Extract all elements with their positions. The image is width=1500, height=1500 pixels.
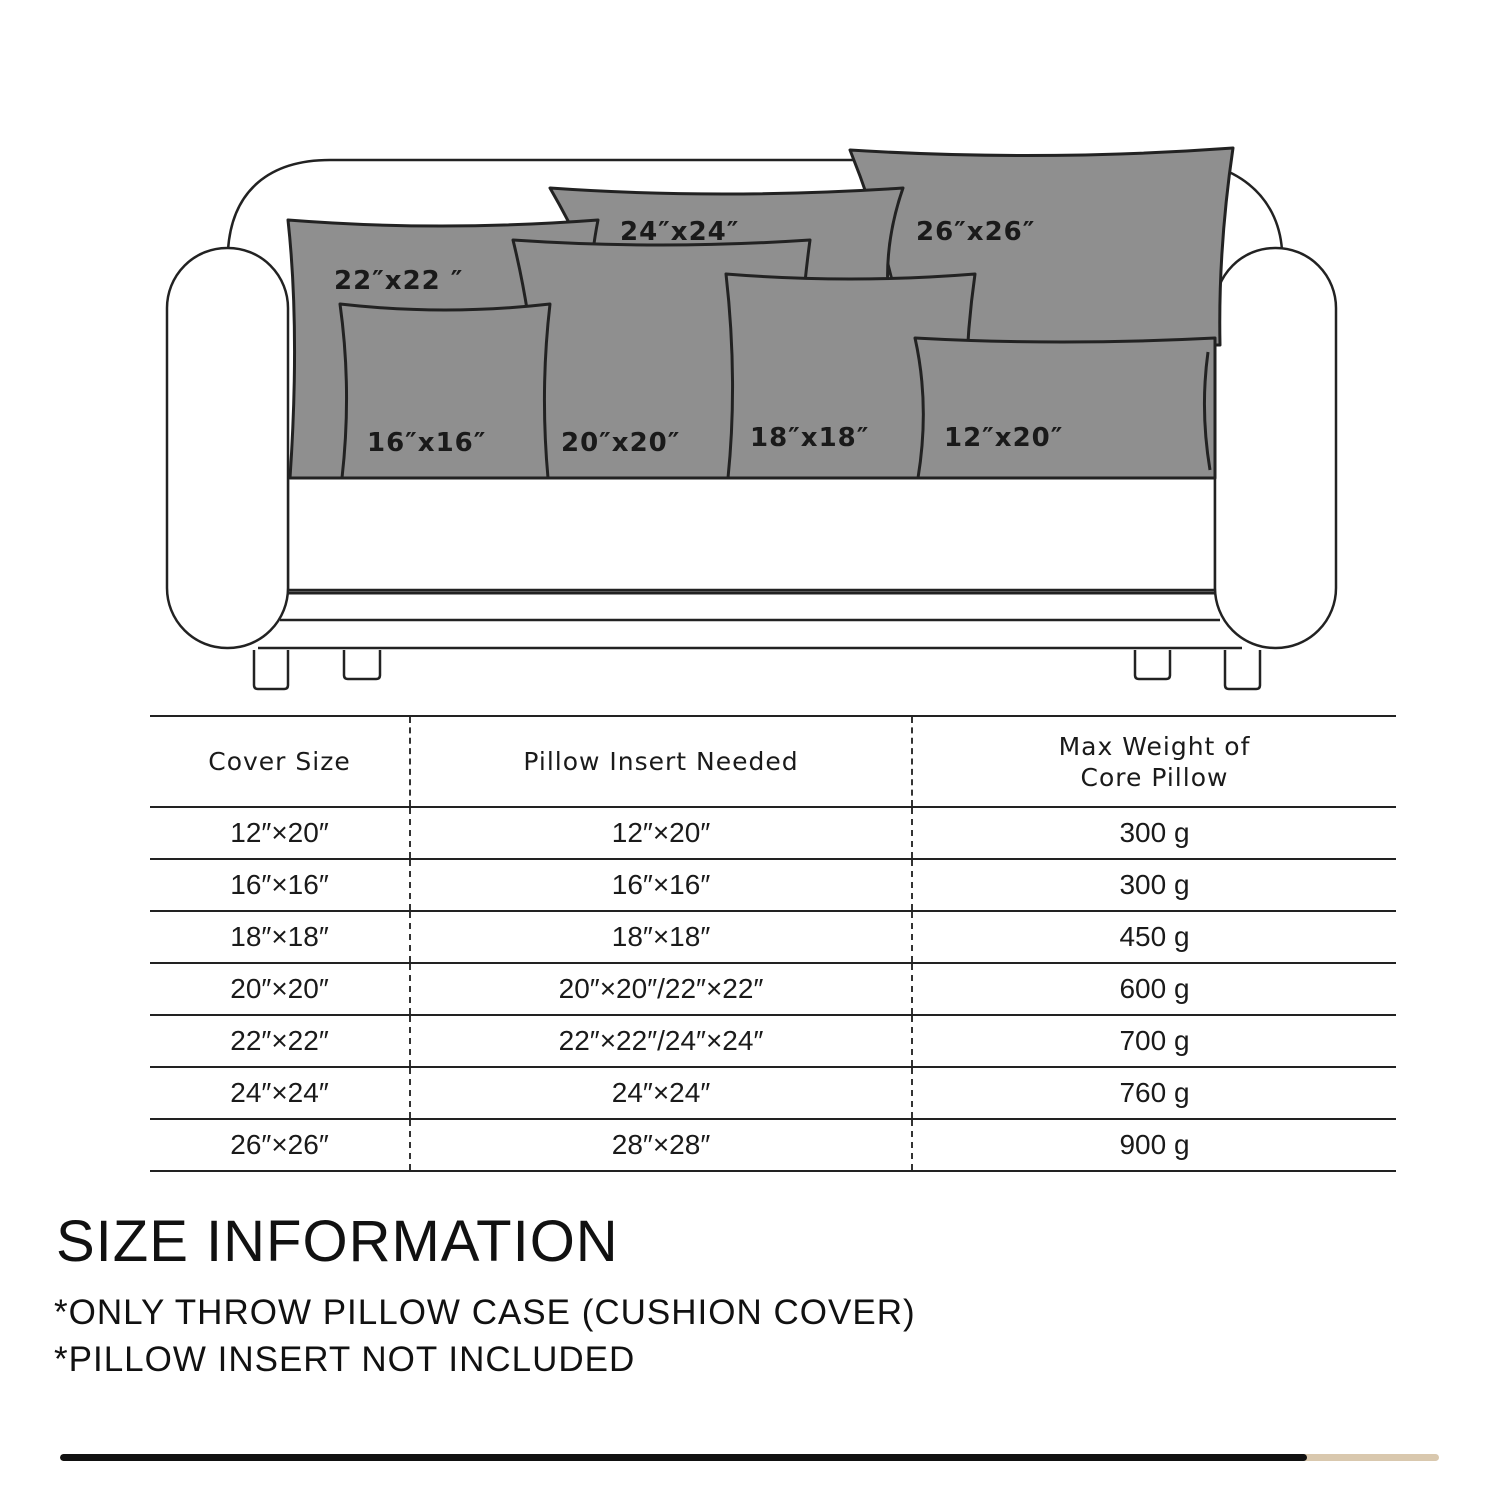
cell-insert-needed: 22″×22″/24″×24″ [410,1015,912,1067]
cell-cover-size: 18″×18″ [150,911,410,963]
cell-cover-size: 20″×20″ [150,963,410,1015]
table-row [150,1015,1396,1067]
table-header-row [150,716,1396,807]
cell-max-weight: 700 g [912,1015,1396,1067]
cell-insert-needed: 16″×16″ [410,859,912,911]
cell-max-weight: 600 g [912,963,1396,1015]
image-progress-bar [60,1454,1439,1461]
size-table [150,715,1396,1172]
cell-insert-needed: 12″×20″ [410,807,912,859]
cell-max-weight: 300 g [912,859,1396,911]
pillow-12x20 [915,338,1215,478]
cell-insert-needed: 20″×20″/22″×22″ [410,963,912,1015]
header-max-weight-line2: Core Pillow [1080,762,1229,792]
pillow-label-12x20: 12″x20″ [944,423,1064,453]
header-max-weight-line1: Max Weight of [1058,731,1251,761]
cell-cover-size: 24″×24″ [150,1067,410,1119]
cell-insert-needed: 28″×28″ [410,1119,912,1171]
table-row [150,859,1396,911]
table-row [150,1119,1396,1171]
cell-cover-size: 12″×20″ [150,807,410,859]
section-title: SIZE INFORMATION [56,1209,619,1274]
cell-cover-size: 22″×22″ [150,1015,410,1067]
cell-max-weight: 760 g [912,1067,1396,1119]
pillow-label-20: 20″x20″ [561,428,681,458]
image-progress-fill [60,1454,1307,1461]
cell-insert-needed: 24″×24″ [410,1067,912,1119]
table-row [150,1067,1396,1119]
pillow-label-16: 16″x16″ [367,428,487,458]
note-cover-only: *ONLY THROW PILLOW CASE (CUSHION COVER) [54,1293,916,1332]
pillow-label-18: 18″x18″ [750,423,870,453]
header-insert-needed: Pillow Insert Needed [410,716,912,807]
header-max-weight [912,716,1396,807]
sofa-illustration [0,0,1500,700]
table-row [150,911,1396,963]
pillow-label-24: 24″x24″ [620,217,740,247]
cell-max-weight: 450 g [912,911,1396,963]
cell-max-weight: 300 g [912,807,1396,859]
cell-insert-needed: 18″×18″ [410,911,912,963]
table-row [150,963,1396,1015]
header-cover-size: Cover Size [150,716,410,807]
table-row [150,807,1396,859]
cell-cover-size: 26″×26″ [150,1119,410,1171]
note-insert-not-included: *PILLOW INSERT NOT INCLUDED [54,1340,636,1379]
cell-max-weight: 900 g [912,1119,1396,1171]
cell-cover-size: 16″×16″ [150,859,410,911]
pillow-label-22: 22″x22 ″ [334,266,464,296]
pillow-label-26: 26″x26″ [916,217,1036,247]
